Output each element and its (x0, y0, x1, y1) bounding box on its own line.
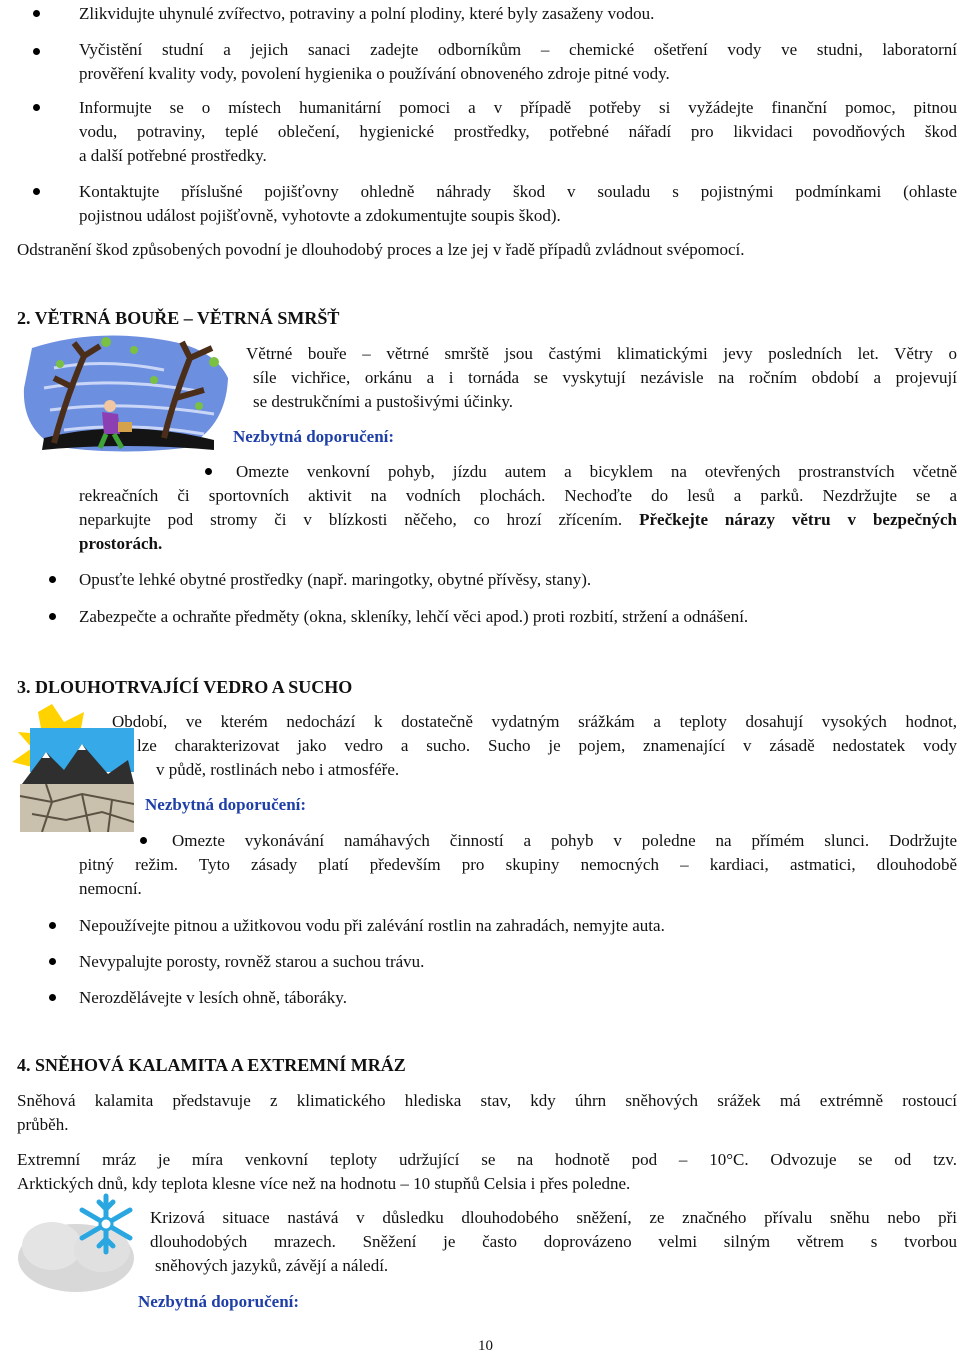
list-item: Nevypalujte porosty, rovněž starou a suchou trávu. (79, 952, 425, 971)
list-item: Vyčistění studní a jejich sanaci zadejte odborníkům – chemické ošetření vody ve studni, laboratorní (79, 40, 957, 59)
intro-line: síle vichřice, orkánu a i tornáda se vyskytují nezávisle na ročním období a projevují (253, 368, 957, 387)
storm-illustration-icon (14, 318, 232, 456)
bullet-icon (49, 958, 56, 965)
list-item: Opusťte lehké obytné prostředky (např. maringotky, obytné přívěsy, stany). (79, 570, 592, 589)
paragraph-line: průběh. (17, 1115, 69, 1134)
list-item-continuation: rekreačních či sportovních aktivit na vodních plochách. Nechoďte do lesů a parků. Nezdržujte se a (79, 486, 957, 505)
paragraph-line: Sněhová kalamita představuje z klimatického hlediska stav, kdy úhrn sněhových srážek má extrémně rostoucí (17, 1091, 957, 1110)
list-item-continuation: pojistnou událost pojišťovně, vyhotovte a zdokumentujte soupis škod). (79, 206, 561, 225)
list-item: Nerozdělávejte v lesích ohně, táboráky. (79, 988, 347, 1007)
paragraph-line: dlouhodobých mrazech. Sněžení je často doprovázeno velmi silným větrem s tvorbou (150, 1232, 957, 1251)
list-item: Omezte vykonávání namáhavých činností a pohyb v poledne na přímém slunci. Dodržujte (172, 831, 957, 850)
list-item: Zlikvidujte uhynulé zvířectvo, potraviny a polní plodiny, které byly zasaženy vodou. (79, 4, 655, 23)
list-item-continuation (79, 508, 957, 532)
paragraph-line: Extremní mráz je míra venkovní teploty udržující se na hodnotě pod – 10°C. Odvozuje se od tzv. (17, 1150, 957, 1169)
bullet-icon (49, 613, 56, 620)
intro-line: lze charakterizovat jako vedro a sucho. Sucho je pojem, znamenající v zásadě nedostatek vody (137, 736, 957, 755)
recommendations-label: Nezbytná doporučení: (145, 795, 307, 814)
list-item-continuation: pitný režim. Tyto zásady platí především pro skupiny nemocných – kardiaci, astmatici, dlouhodobě (79, 855, 957, 874)
list-item-continuation: prověření kvality vody, povolení hygienika o používání obnoveného zdroje pitné vody. (79, 64, 670, 83)
list-item: Informujte se o místech humanitární pomoci a v případě potřeby si vyžádejte finanční pomoc, pitnou (79, 98, 957, 117)
paragraph-line: sněhových jazyků, závějí a náledí. (155, 1256, 389, 1275)
bullet-icon (140, 837, 147, 844)
list-item-text: neparkujte pod stromy či v blízkosti něčeho, co hrozí zřícením. (79, 510, 640, 529)
recommendations-label: Nezbytná doporučení: (233, 427, 395, 446)
list-item: Kontaktujte příslušné pojišťovny ohledně náhrady škod v souladu s pojistnými podmínkami (ohlaste (79, 182, 957, 201)
intro-line: Větrné bouře – větrné smrště jsou častými klimatickými jevy posledních let. Větry o (246, 344, 957, 363)
section-heading: 2. VĚTRNÁ BOUŘE – VĚTRNÁ SMRŠŤ (17, 308, 340, 328)
bullet-icon (33, 104, 40, 111)
bullet-icon (33, 10, 40, 17)
list-item: Zabezpečte a ochraňte předměty (okna, skleníky, lehčí věci apod.) proti rozbití, stržení a odnášení. (79, 607, 749, 626)
bullet-icon (49, 922, 56, 929)
list-item: Nepoužívejte pitnou a užitkovou vodu při zalévání rostlin na zahradách, nemyjte auta. (79, 916, 665, 935)
list-item-continuation: a další potřebné prostředky. (79, 146, 267, 165)
closing-paragraph: Odstranění škod způsobených povodní je dlouhodobý proces a lze jej v řadě případů zvládnout svépomocí. (17, 240, 745, 259)
list-item-continuation: vodu, potraviny, teplé oblečení, hygienické prostředky, potřebné nářadí pro likvidaci povodňových škod (79, 122, 957, 141)
snowflake-cloud-icon (14, 1192, 138, 1300)
bullet-icon (49, 994, 56, 1001)
section-heading: 4. SNĚHOVÁ KALAMITA A EXTREMNÍ MRÁZ (17, 1055, 406, 1075)
paragraph-line: Krizová situace nastává v důsledku dlouhodobého sněžení, ze značného přívalu sněhu nebo při (150, 1208, 957, 1227)
intro-line: Období, ve kterém nedochází k dostatečně vydatným srážkám a teploty dosahují vysokých hodnot, (112, 712, 957, 731)
recommendations-label: Nezbytná doporučení: (138, 1292, 300, 1311)
page-number: 10 (478, 1338, 493, 1354)
list-item-emphasis: prostorách. (79, 534, 163, 553)
section-heading: 3. DLOUHOTRVAJÍCÍ VEDRO A SUCHO (17, 677, 353, 697)
paragraph-line: Arktických dnů, kdy teplota klesne více než na hodnotu – 10 stupňů Celsia i přes poledne. (17, 1174, 631, 1193)
bullet-icon (33, 48, 40, 55)
list-item-continuation: nemocní. (79, 879, 142, 898)
intro-line: se destrukčními a pustošivými účinky. (253, 392, 514, 411)
intro-line: v půdě, rostlinách nebo i atmosféře. (156, 760, 400, 779)
bullet-icon (49, 576, 56, 583)
list-item: Omezte venkovní pohyb, jízdu autem a bicyklem na otevřených prostranstvích včetně (236, 462, 957, 481)
bullet-icon (205, 468, 212, 475)
list-item-emphasis: Přečkejte nárazy větru v bezpečných (639, 510, 957, 529)
bullet-icon (33, 188, 40, 195)
